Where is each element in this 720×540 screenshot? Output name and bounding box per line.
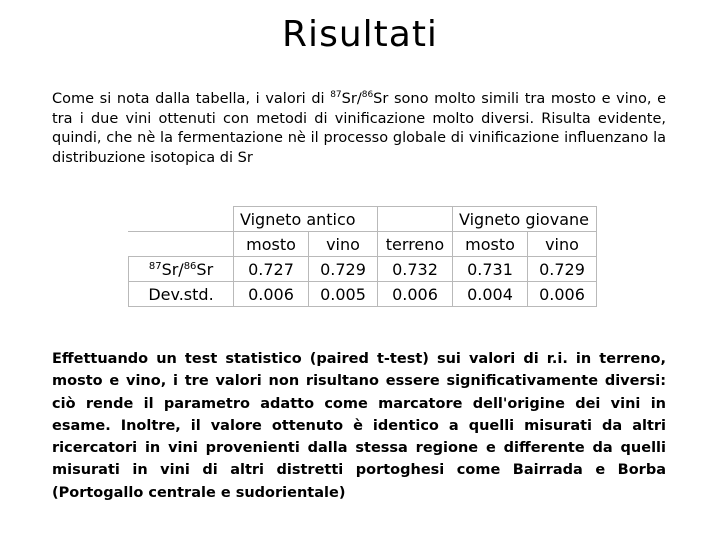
table-cell: 0.731 [453, 257, 528, 282]
table-row-devstd [129, 282, 597, 307]
intro-text-2: Sr sono molto simili tra mosto e vino, e tra i due vini ottenuti con metodi di vinificazione molto diversi. Risulta evidente, quindi, che nè la fermentazione nè il processo globale di vinificazione influenzano la distribuzione isotopica di Sr [52, 91, 666, 166]
table-subheader-row [129, 232, 597, 257]
group-header-vigneto-antico: Vigneto antico [234, 207, 378, 232]
group-header-vigneto-giovane: Vigneto giovane [453, 207, 597, 232]
table-cell: 0.729 [528, 257, 597, 282]
table-cell: 0.005 [309, 282, 378, 307]
subheader-vino-giovane: vino [528, 232, 597, 257]
ratio-sup-86: 86 [183, 260, 197, 272]
table-group-header-row [129, 207, 597, 232]
subheader-mosto-antico: mosto [234, 232, 309, 257]
table-row-ratio [129, 257, 597, 282]
table-corner-cell-2 [129, 232, 234, 257]
conclusion-paragraph: Effettuando un test statistico (paired t-test) sui valori di r.i. in terreno, mosto e vino, i tre valori non risultano essere significativamente diversi: ciò rende il parametro adatto come marcatore dell'origine dei vini in esame. Inoltre, il valore ottenuto è identico a quelli misurati da altri ricercatori in vini provenienti dalla stessa regione e differente da quelli misurati in vini di altri distretti portoghesi come Bairrada e Borba (Portogallo centrale e sudorientale) [52, 351, 666, 501]
subheader-terreno: terreno [378, 232, 453, 257]
isotope-table [128, 206, 597, 307]
subheader-mosto-giovane: mosto [453, 232, 528, 257]
intro-text-sr: Sr/ [341, 91, 362, 107]
table-cell: 0.729 [309, 257, 378, 282]
ratio-text-sr: Sr/ [161, 259, 184, 279]
page-title: Risultati [282, 14, 438, 55]
ratio-sup-87: 87 [148, 260, 162, 272]
row-label-ratio [129, 257, 234, 282]
intro-text-1: Come si nota dalla tabella, i valori di [52, 91, 331, 107]
table-cell: 0.727 [234, 257, 309, 282]
group-header-blank [378, 207, 453, 232]
row-label-devstd: Dev.std. [129, 282, 234, 307]
table-cell: 0.004 [453, 282, 528, 307]
intro-paragraph [52, 90, 666, 168]
table-corner-cell [129, 207, 234, 232]
subheader-vino-antico: vino [309, 232, 378, 257]
intro-sup-87: 87 [330, 90, 342, 100]
table-cell: 0.732 [378, 257, 453, 282]
table-cell: 0.006 [234, 282, 309, 307]
table-cell: 0.006 [378, 282, 453, 307]
table-cell: 0.006 [528, 282, 597, 307]
intro-sup-86: 86 [361, 90, 374, 100]
ratio-text-sr-end: Sr [196, 259, 214, 279]
